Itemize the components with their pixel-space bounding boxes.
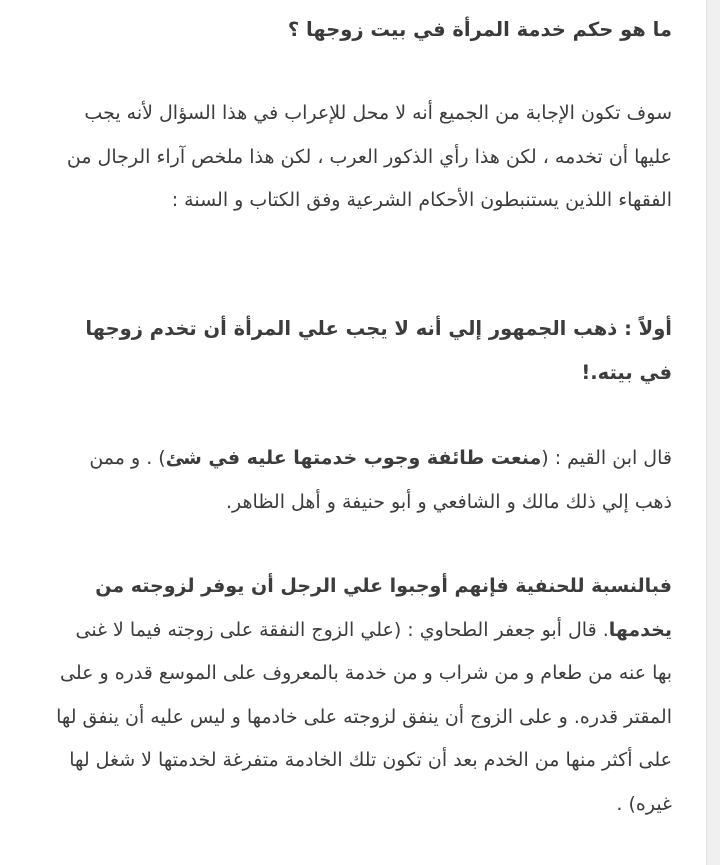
ibn-qayyim-paragraph [52,437,672,524]
article-title: ما هو حكم خدمة المرأة في بيت زوجها ؟ [287,18,672,41]
hanafi-lead: فبالنسبة للحنفية فإنهم أوجبوا علي الرجل أن يوفر لزوجته من يخدمها [95,575,672,641]
ibn-qayyim-prefix: قال ابن القيم : ( [541,447,672,469]
intro-paragraph: سوف تكون الإجابة من الجميع أنه لا محل للإعراب في هذا السؤال لأنه يجب عليها أن تخدمه ، لكن هذا رأي الذكور العرب ، لكن هذا ملخص آراء الرجال من الفقهاء اللذين يستنبطون الأحكام الشرعية وفق الكتاب و السنة : [66,102,672,211]
tahawi-quote: . قال أبو جعفر الطحاوي : (علي الزوج النفقة على زوجته فيما لا غنى بها عنه من طعام و من شراب و من خدمة بالمعروف على الموسع قدره و على المقتر قدره. و على الزوج أن ينفق لزوجته على خادمها و ليس عليه أن ينفق لها على أكثر منها من الخدم بعد أن تكون تلك الخادمة متفرغة لخدمتها لا شغل لها غيره) . [56,618,672,815]
scrollbar-track[interactable] [707,0,720,865]
ibn-qayyim-suffix: ) . و ممن ذهب إلي ذلك مالك و الشافعي و أبو حنيفة و أهل الظاهر. [89,447,672,513]
hanafi-paragraph [52,565,672,826]
first-point-paragraph: أولاً : ذهب الجمهور إلي أنه لا يجب علي المرأة أن تخدم زوجها في بيته.! [85,317,672,384]
ibn-qayyim-quote: منعت طائفة وجوب خدمتها عليه في شئ [165,447,542,469]
